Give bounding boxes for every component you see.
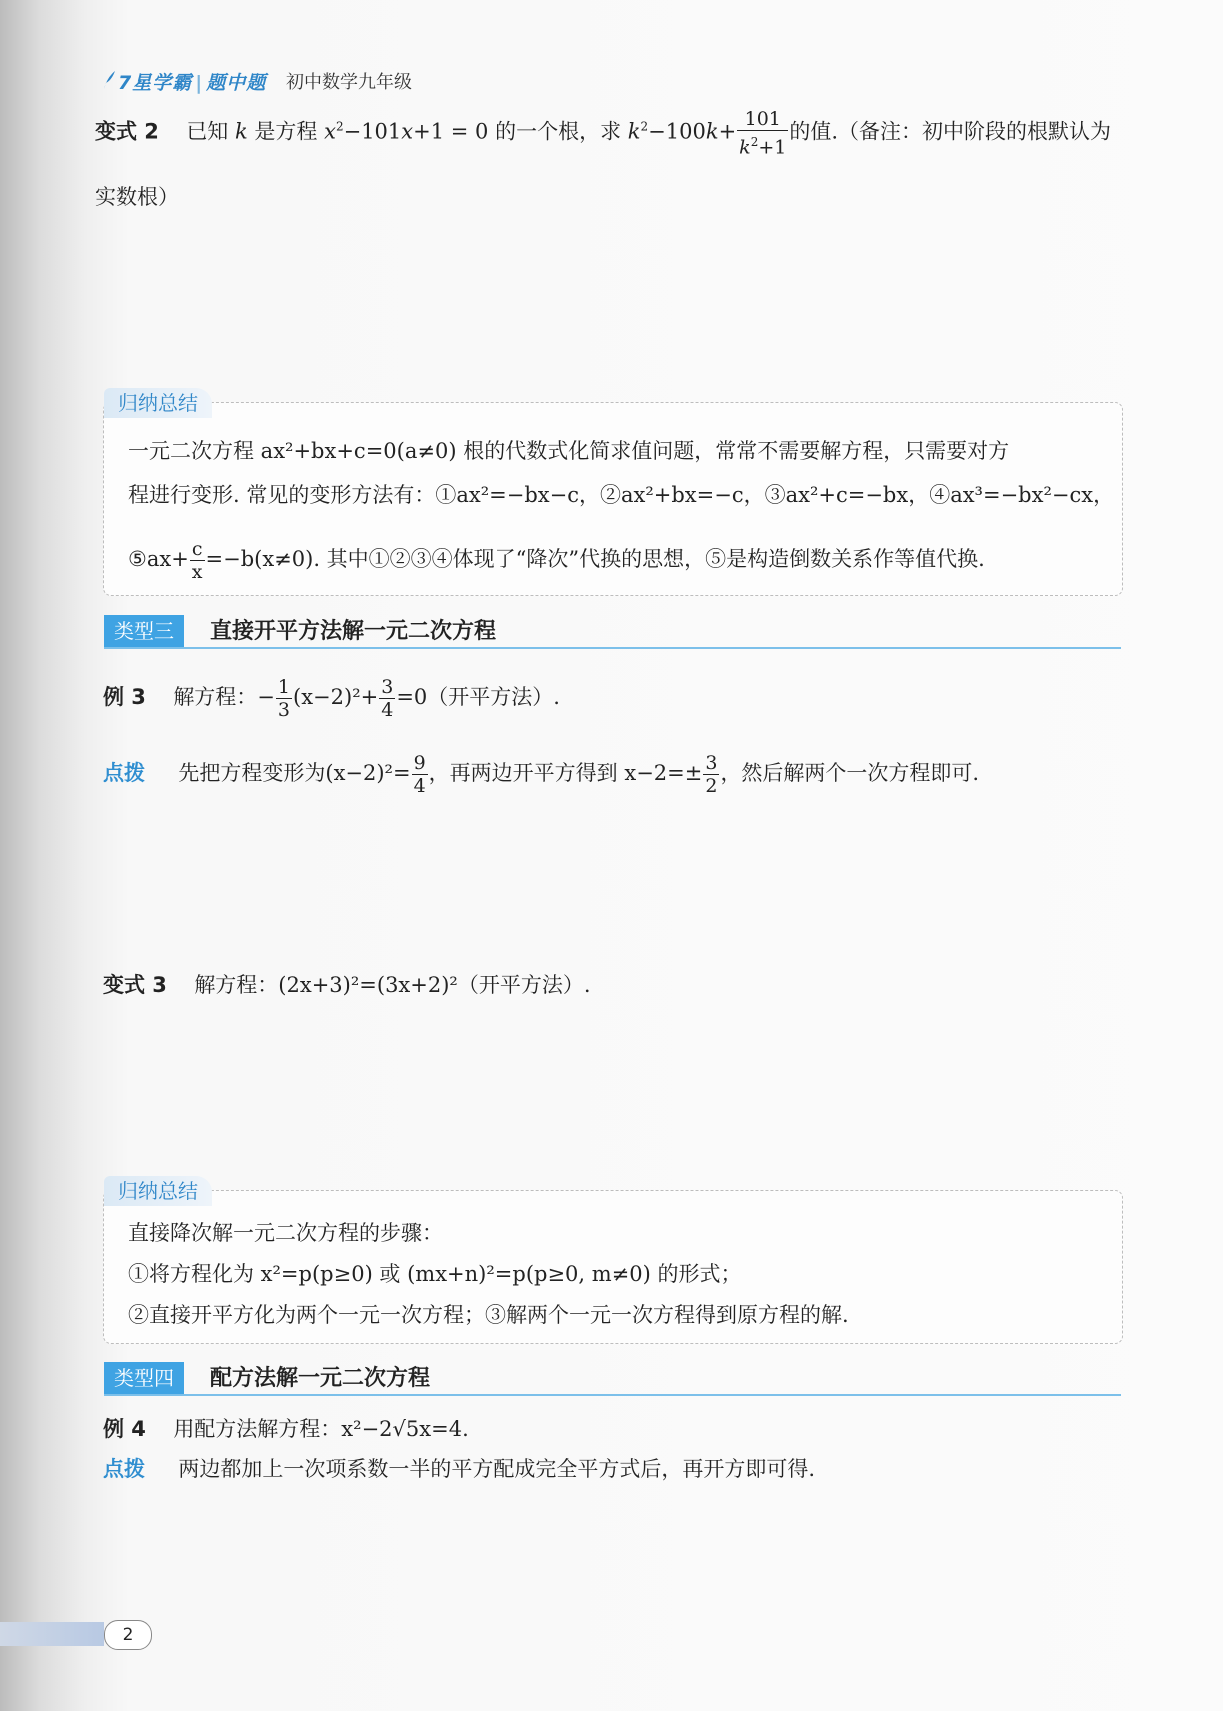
summary2-line2: ①将方程化为 x²=p(p≥0) 或 (mx+n)²=p(p≥0, m≠0) 的形式； xyxy=(128,1262,742,1286)
example4-label: 例 4 xyxy=(103,1417,146,1441)
brand-series: 题中题 xyxy=(206,72,267,94)
hint3-t3: ，然后解两个一次方程即可. xyxy=(720,761,980,785)
brand-name: 7星学霸 xyxy=(118,72,193,94)
summary1-l3b: =−b(x≠0). 其中①②③④体现了“降次”代换的思想，⑤是构造倒数关系作等值代换. xyxy=(205,547,985,571)
bianshi2-label: 变式 2 xyxy=(95,119,159,144)
hint3-fraction1: $\frac{9}{4}$ xyxy=(413,752,426,797)
example3-line xyxy=(103,676,560,721)
hint3-t2: ，再两边开平方得到 x−2=± xyxy=(428,761,703,785)
book-subtitle: 初中数学九年级 xyxy=(286,72,412,93)
bianshi2-text3: −101 xyxy=(343,119,402,144)
example3-t2: (x−2)²+ xyxy=(293,685,379,709)
bianshi2-line1: 变式 2 已知 k 是方程 $x^2-101x+1 = 0$ 的一个根，求 $k^2-100k+$ $\frac{101}{k^2+1}$ 的值.（备注：初中阶段的根默认为 xyxy=(95,108,1112,159)
hint3-line xyxy=(103,752,979,797)
hint4-label: 点拨 xyxy=(103,1457,145,1481)
example3-t1: 解方程：− xyxy=(173,685,275,709)
bianshi2-fraction: $\frac{101}{k^2+1}$ xyxy=(739,108,787,159)
summary1-line1: 一元二次方程 ax²+bx+c=0(a≠0) 根的代数式化简求值问题，常常不需要解方程，只需要对方 xyxy=(128,439,1010,463)
bianshi2-text5: −100 xyxy=(648,119,706,144)
summary1-line2: 程进行变形. 常见的变形方法有：①ax²=−bx−c，②ax²+bx=−c，③ax²+c=−bx，④ax³=−bx²−cx， xyxy=(128,483,1115,507)
summary-title-2: 归纳总结 xyxy=(104,1176,212,1206)
example3-fraction1: $\frac{1}{3}$ xyxy=(277,676,291,721)
hint3-t1: 先把方程变形为(x−2)²= xyxy=(178,761,411,785)
bianshi3-label: 变式 3 xyxy=(103,973,167,997)
hint3-fraction2: $\frac{3}{2}$ xyxy=(705,752,718,797)
example3-t3: =0（开平方法）. xyxy=(396,685,560,709)
section4-rule xyxy=(104,1394,1121,1396)
hint4-text: 两边都加上一次项系数一半的平方配成完全平方式后，再开方即可得. xyxy=(178,1457,816,1481)
summary1-l3a: ⑤ax+ xyxy=(128,547,189,571)
section4-title: 配方法解一元二次方程 xyxy=(210,1365,431,1391)
bianshi2-text2: 是方程 xyxy=(254,119,318,144)
example4-text: 用配方法解方程：x²−2√5x=4. xyxy=(173,1417,469,1441)
hint4-line xyxy=(103,1454,815,1484)
summary1-line3 xyxy=(128,538,985,583)
section4-tab: 类型四 xyxy=(104,1362,184,1394)
bianshi2-line2: 实数根） xyxy=(95,185,179,209)
bianshi2-text1: 已知 xyxy=(186,119,229,144)
bianshi2-text6: + xyxy=(718,119,737,144)
page-number: 2 xyxy=(104,1620,152,1650)
summary2-line1: 直接降次解一元二次方程的步骤： xyxy=(128,1221,443,1245)
summary1-fraction: $\frac{c}{x}$ xyxy=(191,538,203,583)
bianshi2-text7: 的值.（备注：初中阶段的根默认为 xyxy=(789,119,1112,144)
section3-tab: 类型三 xyxy=(104,615,184,647)
summary-title-1: 归纳总结 xyxy=(104,388,212,418)
brand-logo: 7星学霸 | 题中题 xyxy=(118,72,267,94)
example3-fraction2: $\frac{3}{4}$ xyxy=(381,676,394,721)
example4-line xyxy=(103,1414,469,1444)
page-number-bar xyxy=(0,1622,104,1646)
bianshi3-text: 解方程：(2x+3)²=(3x+2)²（开平方法）. xyxy=(194,973,591,997)
feather-logo-icon xyxy=(102,70,116,90)
bianshi2-text4: +1 = 0 的一个根，求 xyxy=(413,119,622,144)
bianshi3-line xyxy=(103,970,591,1000)
hint3-label: 点拨 xyxy=(103,761,145,785)
summary2-line3: ②直接开平方化为两个一元一次方程；③解两个一元一次方程得到原方程的解. xyxy=(128,1303,849,1327)
example3-label: 例 3 xyxy=(103,685,146,709)
section3-title: 直接开平方法解一元二次方程 xyxy=(210,618,497,644)
section3-rule xyxy=(104,647,1121,649)
